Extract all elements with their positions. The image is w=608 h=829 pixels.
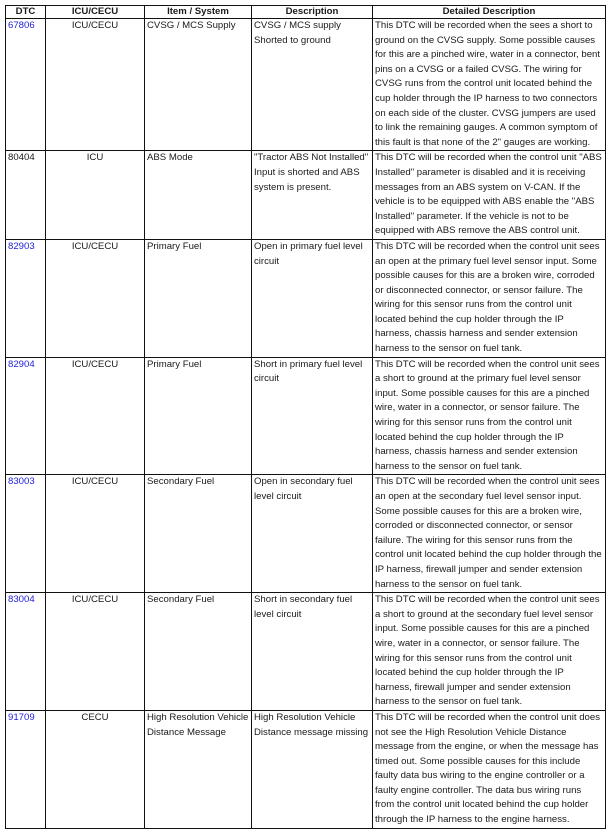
table-row	[6, 19, 606, 151]
table-row	[6, 357, 606, 475]
dtc-link[interactable]: 82903	[8, 240, 35, 252]
description-cell: CVSG / MCS supply Shorted to ground	[252, 19, 373, 151]
unit-cell: ICU	[46, 151, 145, 240]
table-row	[6, 239, 606, 357]
unit-cell: CECU	[46, 710, 145, 828]
table-row	[6, 151, 606, 240]
description-cell: Short in primary fuel level circuit	[252, 357, 373, 475]
item-cell: Primary Fuel	[145, 357, 252, 475]
description-cell: "Tractor ABS Not Installed" Input is shorted and ABS system is present.	[252, 151, 373, 240]
unit-cell: ICU/CECU	[46, 357, 145, 475]
table-row	[6, 593, 606, 711]
unit-cell: ICU/CECU	[46, 475, 145, 593]
unit-cell: ICU/CECU	[46, 239, 145, 357]
header-description: Description	[252, 6, 373, 19]
dtc-link[interactable]: 91709	[8, 711, 35, 723]
detailed-description-cell: This DTC will be recorded when the control unit does not see the High Resolution Vehicle Distance message from the engine, or when the message has timed out. Some possible causes for this include faulty data bus wiring to the engine controller or a faulty engine controller. The data bus wiring runs from the control unit located behind the cup holder through the IP harness to the engine harness.	[373, 710, 606, 828]
dtc-link[interactable]: 82904	[8, 358, 35, 370]
table-row	[6, 475, 606, 593]
detailed-description-cell: This DTC will be recorded when the control unit sees a short to ground at the primary fuel level sensor input. Some possible causes for this are a pinched wire, water in a connector, or sensor failure. The wiring for this sensor runs from the control unit located behind the cup holder through the IP harness, chassis harness and sender extension harness to the sensor on fuel tank.	[373, 357, 606, 475]
description-cell: Short in secondary fuel level circuit	[252, 593, 373, 711]
dtc-link[interactable]: 67806	[8, 20, 35, 31]
detailed-description-cell: This DTC will be recorded when the control unit sees an open at the primary fuel level sensor input. Some possible causes for this are a broken wire, corroded or disconnected connector, or sensor failure. The wiring for this sensor runs from the control unit located behind the cup holder through the IP harness, chassis harness and sender extension harness to the sensor on fuel tank.	[373, 239, 606, 357]
detailed-description-cell: This DTC will be recorded when the sees a short to ground on the CVSG supply. Some possible causes for this are a pinched wire, water in a connector, bent pins on a CVSG or a failed CVSG. The wiring for CVSG runs from the control unit located behind the cup holder through the IP harness to two connectors on each side of the cluster. CVSG jumpers are used to link the remaining gauges. A common symptom of this fault is that none of the 2" gauges are working.	[373, 19, 606, 151]
header-detailed-description: Detailed Description	[373, 6, 606, 19]
dtc-cell[interactable]	[6, 475, 46, 593]
dtc-link[interactable]: 83003	[8, 476, 35, 488]
description-cell: Open in primary fuel level circuit	[252, 239, 373, 357]
header-item: Item / System	[145, 6, 252, 19]
table-header-row	[6, 6, 606, 19]
item-cell: Secondary Fuel	[145, 475, 252, 593]
detailed-description-cell: This DTC will be recorded when the control unit sees an open at the secondary fuel level sensor input. Some possible causes for this are a broken wire, corroded or disconnected connector, or sensor failure. The wiring for this sensor runs from the control unit located behind the cup holder through the IP harness, firewall jumper and sender extension harness to the sensor on fuel tank.	[373, 475, 606, 593]
item-cell: CVSG / MCS Supply	[145, 19, 252, 151]
item-cell: Primary Fuel	[145, 239, 252, 357]
description-cell: High Resolution Vehicle Distance message missing	[252, 710, 373, 828]
dtc-cell[interactable]	[6, 710, 46, 828]
dtc-cell[interactable]	[6, 19, 46, 151]
item-cell: Secondary Fuel	[145, 593, 252, 711]
item-cell: ABS Mode	[145, 151, 252, 240]
dtc-cell[interactable]	[6, 239, 46, 357]
dtc-cell[interactable]	[6, 593, 46, 711]
dtc-link[interactable]: 83004	[8, 594, 35, 606]
description-cell: Open in secondary fuel level circuit	[252, 475, 373, 593]
unit-cell: ICU/CECU	[46, 19, 145, 151]
dtc-cell[interactable]	[6, 357, 46, 475]
dtc-table	[5, 5, 606, 829]
table-row	[6, 710, 606, 828]
detailed-description-cell: This DTC will be recorded when the control unit sees a short to ground at the secondary fuel level sensor input. Some possible causes for this are a pinched wire, water in a connector, or sensor failure. The wiring for this sensor runs from the control unit located behind the cup holder through the IP harness, firewall jumper and sender extension harness to the sensor on fuel tank.	[373, 593, 606, 711]
header-dtc: DTC	[6, 6, 46, 19]
dtc-cell	[6, 151, 46, 240]
detailed-description-cell: This DTC will be recorded when the control unit "ABS Installed" parameter is disabled and it is receiving messages from an ABS system on V-CAN. If the vehicle is to be equipped with ABS enable the "ABS Installed" parameter. If the vehicle is not to be equipped with ABS remove the ABS control unit.	[373, 151, 606, 240]
dtc-code: 80404	[8, 152, 35, 164]
unit-cell: ICU/CECU	[46, 593, 145, 711]
item-cell: High Resolution Vehicle Distance Message	[145, 710, 252, 828]
header-unit: ICU/CECU	[46, 6, 145, 19]
